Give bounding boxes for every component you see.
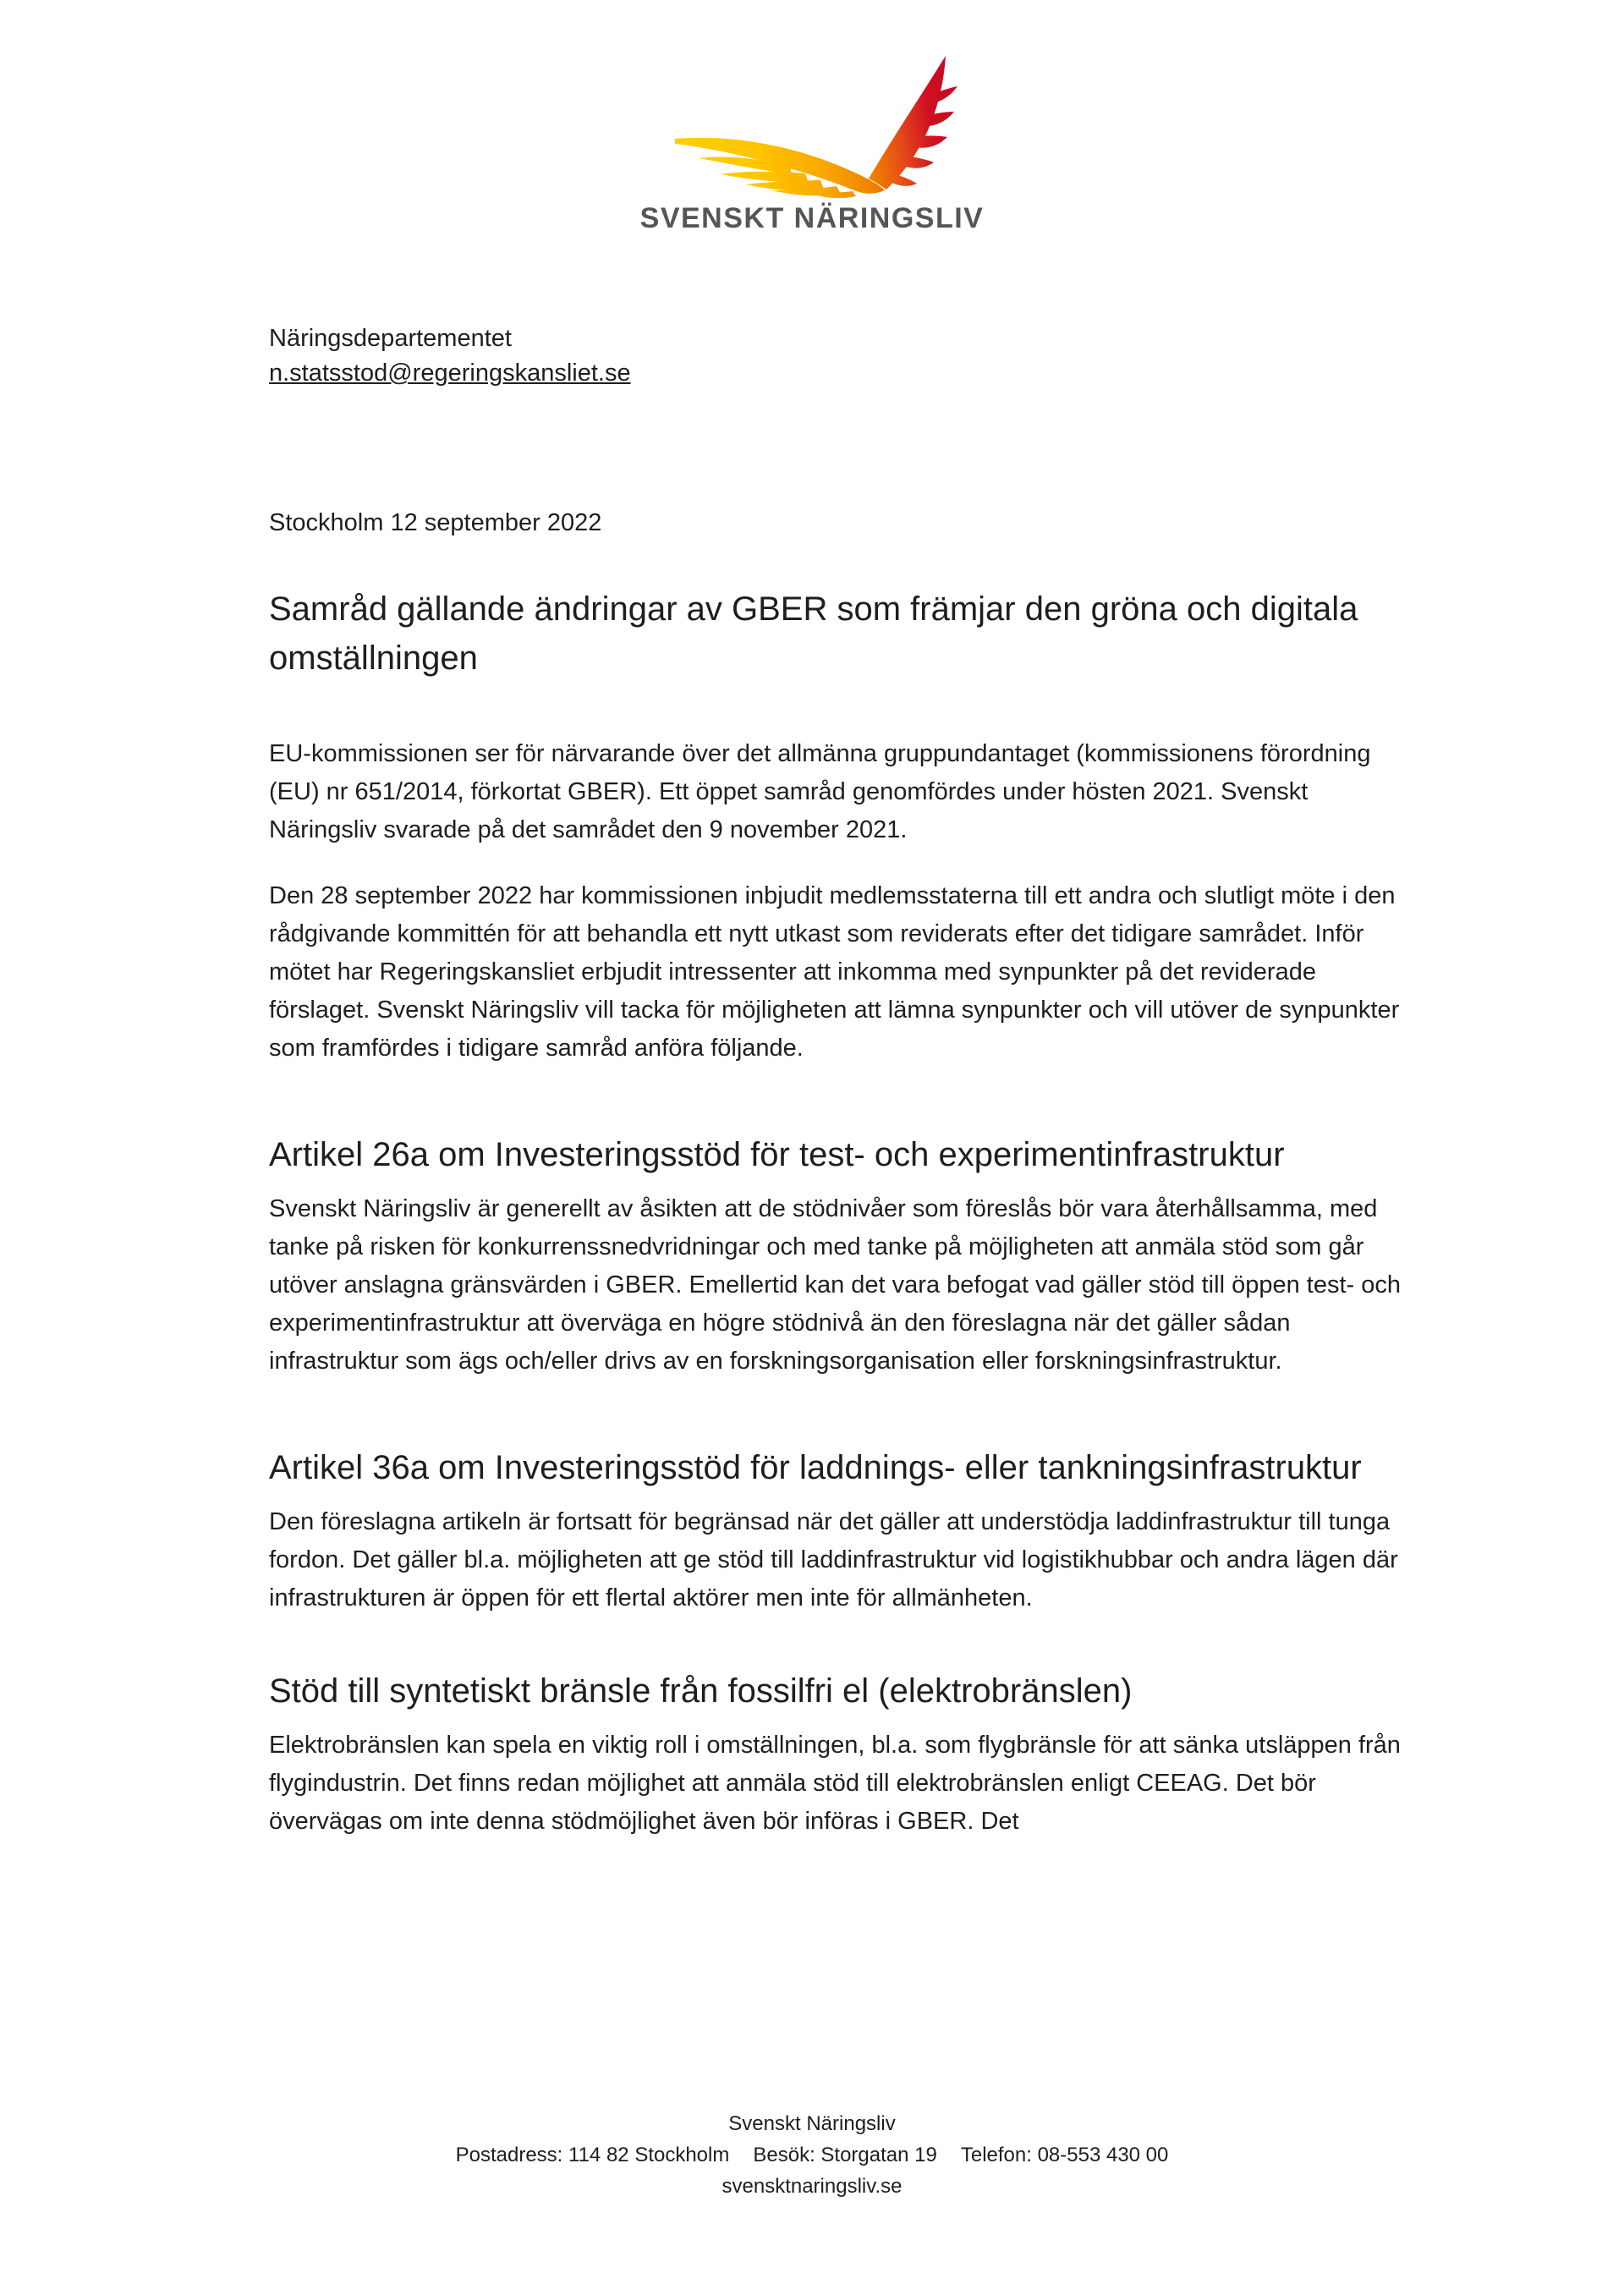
footer-phone: Telefon: 08-553 430 00 bbox=[960, 2144, 1169, 2166]
section-heading: Artikel 26a om Investeringsstöd för test- och experimentinfrastruktur bbox=[269, 1136, 1285, 1173]
svenskt-naringsliv-bird-icon bbox=[663, 54, 961, 200]
letterhead bbox=[0, 0, 1624, 235]
intro-paragraph-1: EU-kommissionen ser för närvarande över det allmänna gruppundantaget (kommissionens förordning (EU) nr 651/2014, förkortat GBER). Ett öppet samråd genomfördes under hösten 2021. Svenskt Näringsliv svarade på det samrådet den 9 november 2021. bbox=[269, 740, 1371, 843]
section-artikel-36a bbox=[269, 1443, 1402, 1617]
letter-body bbox=[269, 321, 1402, 1841]
section-heading: Artikel 36a om Investeringsstöd för laddnings- eller tankningsinfrastruktur bbox=[269, 1449, 1362, 1486]
section-artikel-26a bbox=[269, 1130, 1402, 1381]
section-body: Svenskt Näringsliv är generellt av åsikten att de stödnivåer som föreslås bör vara återhållsamma, med tanke på risken för konkurrenssnedvridningar och med tanke på möjligheten att anmäla stöd som går utöver anslagna gränsvärden i GBER. Emellertid kan det vara befogat vad gäller stöd till öppen test- och experimentinfrastruktur att överväga en högre stödnivå än den föreslagna när det gäller sådan infrastruktur som ägs och/eller drivs av en forskningsorganisation eller forskningsinfrastruktur. bbox=[269, 1195, 1401, 1375]
recipient-block bbox=[269, 321, 1402, 391]
footer-postal-address: Postadress: 114 82 Stockholm bbox=[455, 2144, 730, 2166]
section-body: Elektrobränslen kan spela en viktig roll i omställningen, bl.a. som flygbränsle för att sänka utsläppen från flygindustrin. Det finns redan möjlighet att anmäla stöd till elektrobränslen enligt CEEAG. Det bör övervägas om inte denna stödmöjlighet även bör införas i GBER. Det bbox=[269, 1732, 1401, 1835]
page-footer bbox=[0, 2108, 1624, 2202]
section-elektrobranslen bbox=[269, 1666, 1402, 1841]
footer-org-name: Svenskt Näringsliv bbox=[728, 2112, 896, 2135]
footer-website: svensktnaringsliv.se bbox=[721, 2175, 903, 2198]
intro-paragraph-2: Den 28 september 2022 har kommissionen inbjudit medlemsstaterna till ett andra och slutligt möte i den rådgivande kommittén för att behandla ett nytt utkast som reviderats efter det tidigare samrådet. Inför mötet har Regeringskansliet erbjudit intressenter att inkomma med synpunkter på det reviderade förslaget. Svenskt Näringsliv vill tacka för möjligheten att lämna synpunkter och vill utöver de synpunkter som framfördes i tidigare samråd anföra följande. bbox=[269, 882, 1400, 1062]
document-title: Samråd gällande ändringar av GBER som främjar den gröna och digitala omställningen bbox=[269, 590, 1358, 677]
brand-wordmark: SVENSKT NÄRINGSLIV bbox=[639, 202, 985, 234]
section-body: Den föreslagna artikeln är fortsatt för begränsad när det gäller att understödja laddinfrastruktur till tunga fordon. Det gäller bl.a. möjligheten att ge stöd till laddinfrastruktur vid logistikhubbar och andra lägen där infrastrukturen är öppen för ett flertal aktörer men inte för allmänheten. bbox=[269, 1508, 1398, 1611]
recipient-name: Näringsdepartementet bbox=[269, 325, 512, 352]
section-heading: Stöd till syntetiskt bränsle från fossilfri el (elektrobränslen) bbox=[269, 1672, 1133, 1710]
footer-contact-line bbox=[0, 2139, 1624, 2171]
recipient-email-link[interactable]: n.statsstod@regeringskansliet.se bbox=[269, 360, 631, 387]
dateline: Stockholm 12 september 2022 bbox=[269, 509, 602, 536]
footer-visiting-address: Besök: Storgatan 19 bbox=[753, 2144, 937, 2166]
